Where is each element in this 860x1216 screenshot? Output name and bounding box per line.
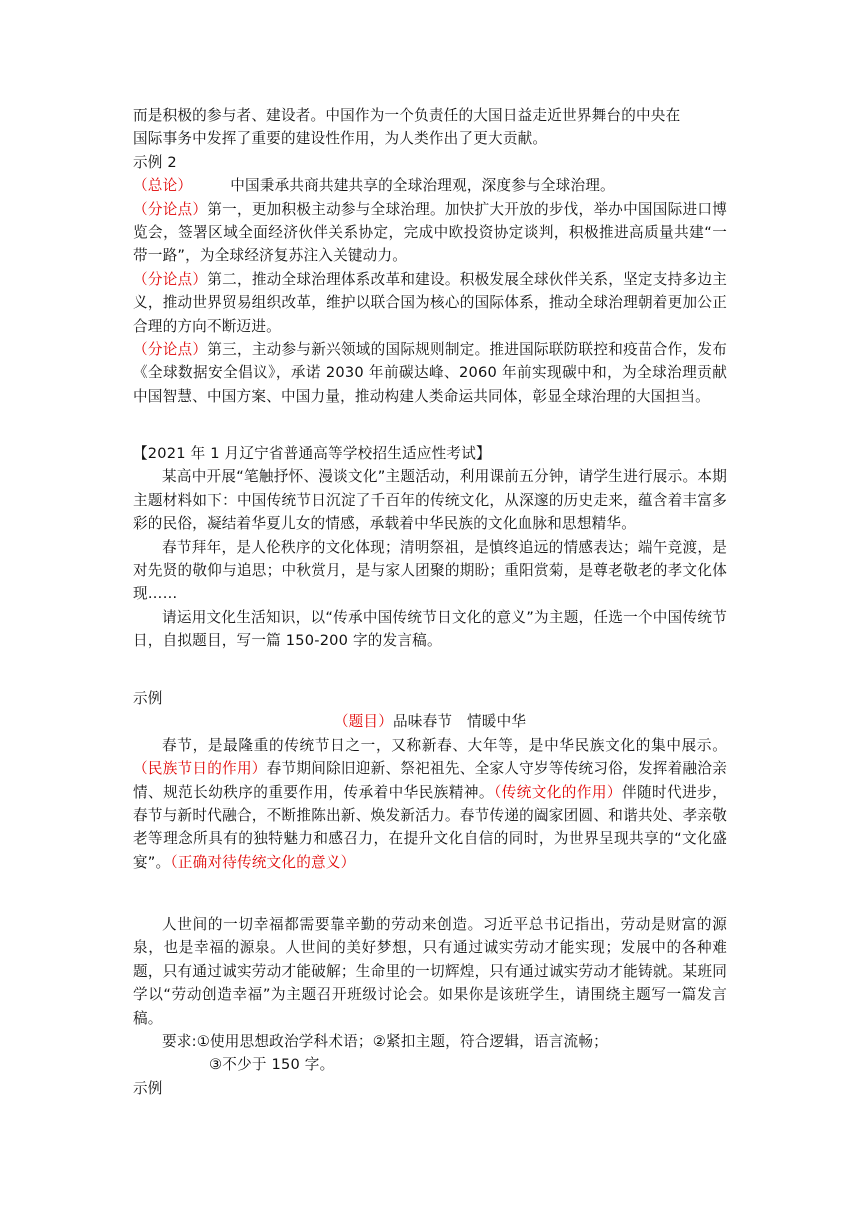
sub-point [133,338,727,408]
sub-point-text: 第二，推动全球治理体系改革和建设。积极发展全球伙伴关系，坚定支持多边主义，推动世界贸易组织改革，维护以联合国为核心的国际体系，推动全球治理朝着更加公正合理的方向不断迈进。 [133,270,727,335]
exam-section [133,442,727,653]
annotation-tag: （传统文化的作用） [493,783,622,801]
thesis-text: 中国秉承共商共建共享的全球治理观，深度参与全球治理。 [230,177,615,195]
annotation-tag: （正确对待传统文化的意义） [170,853,356,871]
requirement-line: ③不少于 150 字。 [209,1056,335,1074]
labor-paragraph: 人世间的一切幸福都需要靠辛勤的劳动来创造。习近平总书记指出，劳动是财富的源泉，也是幸福的源泉。人世间的美好梦想，只有通过诚实劳动才能实现；发展中的各种难题，只有通过诚实劳动才能破解；生命里的一切辉煌，只有通过诚实劳动才能铸就。某班同学以“劳动创造幸福”为主题召开班级讨论会。如果你是该班学生，请围绕主题写一篇发言稿。 [133,916,727,1027]
labor-section [133,913,727,1100]
example-section [133,687,727,874]
heading-text: 品味春节 情暖中华 [393,713,527,731]
exam-paragraph: 某高中开展“笔触抒怀、漫谈文化”主题活动，利用课前五分钟，请学生进行展示。本期主题材料如下：中国传统节日沉淀了千百年的传统文化，从深邃的历史走来，蕴含着丰富多彩的民俗，凝结着华夏儿女的情感，承载着中华民族的文化血脉和思想精华。 [133,468,727,533]
exam-header: 【2021 年 1 月辽宁省普通高等学校招生适应性考试】 [133,445,491,462]
exam-paragraph: 春节拜年，是人伦秩序的文化体现；清明祭祖，是慎终追远的情感表达；端午竞渡，是对先贤的敬仰与追思；中秋赏月，是与家人团聚的期盼；重阳赏菊，是尊老敬老的孝文化体现…… [133,538,727,603]
text-line: 国际事务中发挥了重要的建设性作用，为人类作出了更大贡献。 [133,130,548,148]
sub-point-tag: （分论点） [133,341,208,359]
text-line: 而是积极的参与者、建设者。中国作为一个负责任的大国日益走近世界舞台的中央在 [133,107,681,124]
general-thesis [133,174,727,197]
continuation-paragraph [133,104,727,408]
example-title: 示例 [133,1079,163,1097]
example-title: 示例 [133,690,163,707]
exam-paragraph: 请运用文化生活知识，以“传承中国传统节日文化的意义”为主题，任选一个中国传统节日，自拟题目，写一篇 150-200 字的发言稿。 [133,608,727,650]
sub-point-text: 第三，主动参与新兴领域的国际规则制定。推进国际联防联控和疫苗合作，发布《全球数据安全倡议》，承诺 2030 年前碳达峰、2060 年前实现碳中和，为全球治理贡献中国智慧、中国方案、中国力量，推动构建人类命运共同体，彰显全球治理的大国担当。 [133,341,727,405]
requirement-line: 要求:①使用思想政治学科术语；②紧扣主题，符合逻辑，语言流畅； [162,1033,608,1051]
essay-sentence: 伴随时代进步，春节与新时代融合，不断推陈出新、焕发新活力。春节传递的阖家团圆、和谐共处、孝亲敬老等理念所具有的独特魅力和感召力，在提升文化自信的同时，为世界呈现共享的“文化盛宴”。 [133,783,727,871]
essay-body [133,734,727,874]
heading-tag: （题目） [333,713,394,731]
essay-sentence: 春节，是最隆重的传统节日之一，又称新春、大年等，是中华民族文化的集中展示。 [162,736,727,754]
sub-point [133,198,727,268]
sub-point-text: 第一，更加积极主动参与全球治理。加快扩大开放的步伐，举办中国国际进口博览会，签署区域全面经济伙伴关系协定，完成中欧投资协定谈判，积极推进高质量共建“一带一路”，为全球经济复苏注入关键动力。 [133,200,727,265]
essay-heading [133,710,727,733]
essay-sentence: 春节期间除旧迎新、祭祀祖先、全家人守岁等传统习俗，发挥着融洽亲情、规范长幼秩序的重要作用，传承着中华民族精神。 [133,760,727,801]
sub-point [133,268,727,338]
sub-point-tag: （分论点） [133,270,208,288]
sub-point-tag: （分论点） [133,200,208,218]
annotation-tag: （民族节日的作用） [133,760,267,778]
thesis-tag: （总论） [133,177,193,195]
example-title: 示例 2 [133,153,177,171]
